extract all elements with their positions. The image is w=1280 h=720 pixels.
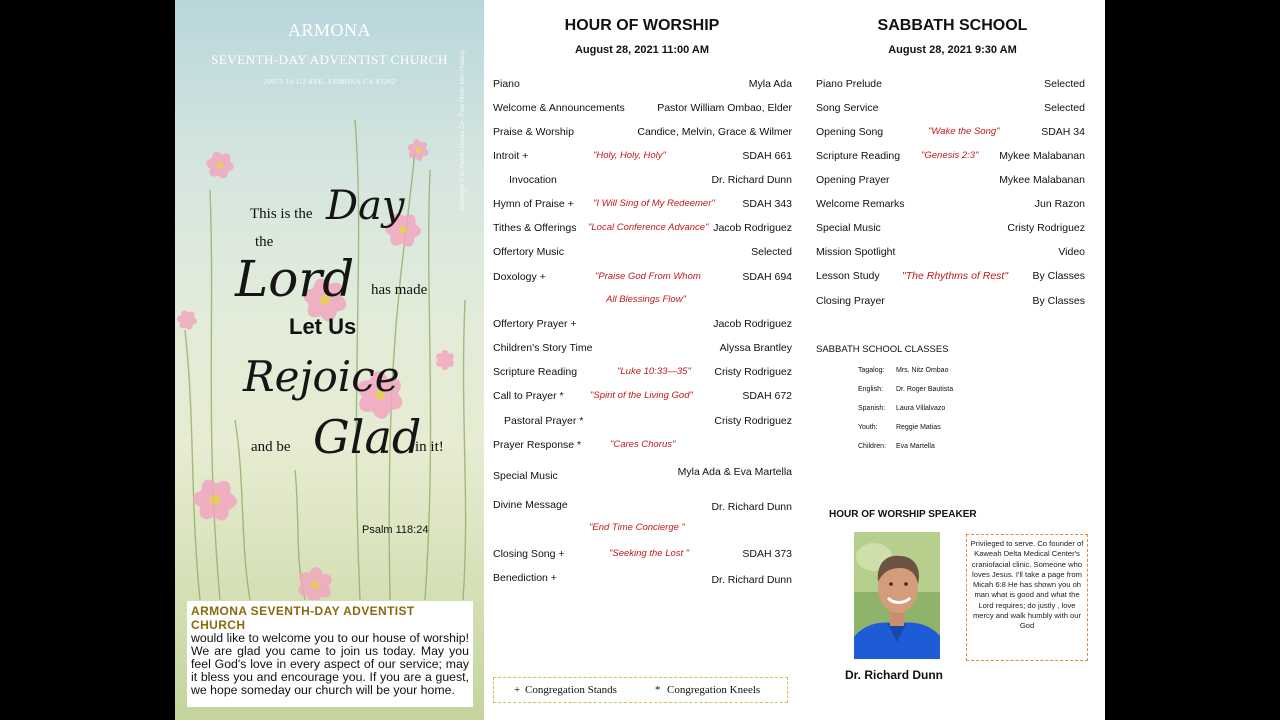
program-item-name: Closing Prayer — [816, 295, 885, 307]
program-item-name: Welcome & Announcements — [493, 102, 625, 114]
program-row — [493, 466, 792, 482]
program-row — [816, 78, 1085, 94]
program-item-person: By Classes — [1032, 295, 1085, 307]
program-row — [493, 548, 792, 564]
sabbath-school-panel — [800, 0, 1105, 720]
church-address: 20075 14 1/2 AVE. ARMONA CA 93202 — [263, 78, 396, 86]
program-item-name: Pastoral Prayer * — [504, 415, 584, 427]
class-teacher: Laura Villalvazo — [895, 405, 946, 412]
program-item-hymn: "Genesis 2:3" — [921, 150, 979, 161]
program-item-name: Piano Prelude — [816, 78, 882, 90]
program-item-name: Introit + — [493, 150, 529, 162]
speaker-portrait-illustration — [854, 532, 940, 659]
speaker-heading: HOUR OF WORSHIP SPEAKER — [829, 509, 977, 520]
verse-has-made: has made — [371, 282, 428, 298]
program-item-person: Dr. Richard Dunn — [711, 501, 792, 513]
program-item-hymn: "Luke 10:33—35" — [617, 366, 691, 377]
cover-panel — [175, 0, 484, 720]
program-item-person: Jacob Rodriguez — [713, 318, 792, 330]
program-row — [816, 270, 1085, 286]
program-item-name: Prayer Response * — [493, 439, 582, 451]
class-label: Youth: — [858, 424, 878, 431]
program-item-hymn: "Praise God From Whom — [595, 271, 701, 282]
program-row — [493, 150, 792, 166]
class-row — [858, 386, 953, 393]
program-item-person: Alyssa Brantley — [719, 342, 792, 354]
speaker-name: Dr. Richard Dunn — [845, 668, 944, 682]
program-item-person: SDAH 343 — [742, 198, 792, 210]
program-row — [493, 271, 792, 287]
program-item-person: Mykee Malabanan — [999, 174, 1085, 186]
verse-the: the — [255, 234, 274, 250]
verse-rejoice: Rejoice — [243, 352, 400, 401]
program-row — [493, 342, 792, 358]
program-item-name: Opening Prayer — [816, 174, 890, 186]
program-item-person: SDAH 34 — [1041, 126, 1085, 138]
program-item-person: Cristy Rodriguez — [714, 366, 792, 378]
program-item-name: Hymn of Praise + — [493, 198, 574, 210]
program-item-name: Call to Prayer * — [493, 390, 564, 402]
congregation-legend — [493, 677, 788, 703]
program-row — [493, 174, 792, 190]
program-item-hymn: "I Will Sing of My Redeemer" — [593, 198, 715, 209]
stands-symbol: + — [514, 684, 521, 696]
program-row — [493, 126, 792, 142]
photo-credit: Copyright © By Pexel | Canva Co · Free Photo from Pixabay — [460, 49, 466, 210]
school-date: August 28, 2021 9:30 AM — [888, 44, 1017, 56]
program-row — [816, 102, 1085, 118]
class-label: Tagalog: — [858, 367, 885, 374]
program-item-name: Opening Song — [816, 126, 884, 138]
program-item-hymn: "The Rhythms of Rest" — [902, 270, 1009, 282]
welcome-title: ARMONA SEVENTH-DAY ADVENTIST CHURCH — [191, 604, 415, 632]
class-row — [858, 424, 941, 431]
class-teacher: Dr. Roger Bautista — [895, 386, 954, 393]
program-item-person: Mykee Malabanan — [999, 150, 1085, 162]
program-row — [816, 295, 1085, 311]
program-item-hymn: "Seeking the Lost " — [609, 548, 690, 559]
program-item-name: Mission Spotlight — [816, 246, 896, 258]
program-row — [493, 318, 792, 334]
program-item-person: Jacob Rodriguez — [713, 222, 792, 234]
program-item-hymn: "Cares Chorus" — [610, 439, 676, 450]
program-item-person: SDAH 694 — [742, 271, 792, 283]
program-item-person: Pastor William Ombao, Elder — [657, 102, 792, 114]
sermon-title: "End Time Concierge " — [589, 522, 685, 533]
program-item-name: Praise & Worship — [493, 126, 574, 138]
program-item-person: SDAH 661 — [742, 150, 792, 162]
program-item-name: Lesson Study — [816, 270, 880, 282]
program-row — [493, 366, 792, 382]
worship-date: August 28, 2021 11:00 AM — [574, 44, 710, 56]
hour-of-worship-panel — [484, 0, 800, 720]
church-subtitle: SEVENTH-DAY ADVENTIST CHURCH — [211, 52, 448, 67]
program-item-hymn: "Holy, Holy, Holy" — [593, 150, 666, 161]
class-teacher: Reggie Matias — [895, 424, 941, 431]
program-item-name: Children's Story Time — [493, 342, 593, 354]
worship-title: HOUR OF WORSHIP — [564, 17, 720, 34]
class-label: Children: — [858, 443, 887, 450]
program-item-person: SDAH 672 — [742, 390, 792, 402]
program-row — [493, 198, 792, 214]
program-item-person: Candice, Melvin, Grace & Wilmer — [637, 126, 792, 138]
program-item-name: Song Service — [816, 102, 879, 114]
class-row — [858, 405, 945, 412]
program-row — [493, 78, 792, 94]
program-item-person: Selected — [1044, 102, 1085, 114]
doxology-line-2: All Blessings Flow" — [606, 294, 686, 305]
program-row — [493, 415, 792, 431]
program-item-person: Video — [1058, 246, 1085, 258]
program-item-name: Scripture Reading — [493, 366, 578, 378]
classes-title: SABBATH SCHOOL CLASSES — [816, 344, 949, 355]
speaker-bio: Privileged to serve. Co founder of Kaweah Delta Medical Center's craniofacial clinic. Someone who loves Jesus. I'll take a page from Micah 6:8 He has shown you oh man what is good and what the Lord requires; do justly , love mercy and walk humbly with our God — [966, 534, 1088, 661]
program-item-name: Offertory Music — [493, 246, 564, 258]
program-item-person: Selected — [751, 246, 792, 258]
program-item-name: Invocation — [509, 174, 557, 186]
program-item-person: Dr. Richard Dunn — [711, 574, 792, 586]
program-item-name: Benediction + — [493, 572, 557, 584]
class-row — [858, 367, 948, 374]
program-row — [493, 572, 792, 588]
program-row — [816, 222, 1085, 238]
program-item-name: Scripture Reading — [816, 150, 901, 162]
program-row — [816, 150, 1085, 166]
verse-let-us: Let Us — [289, 314, 357, 339]
program-item-name: Piano — [493, 78, 520, 90]
program-row — [816, 246, 1085, 262]
program-item-person: Jun Razon — [1034, 198, 1085, 210]
program-row — [493, 499, 792, 515]
program-item-name: Doxology + — [493, 271, 546, 283]
class-label: English: — [858, 386, 883, 393]
program-item-name: Closing Song + — [493, 548, 565, 560]
program-item-person: By Classes — [1032, 270, 1085, 282]
program-item-person: SDAH 373 — [742, 548, 792, 560]
program-item-name: Special Music — [493, 470, 558, 482]
verse-in-it: in it! — [415, 439, 444, 455]
program-row — [816, 174, 1085, 190]
program-item-person: Cristy Rodriguez — [714, 415, 792, 427]
welcome-body: would like to welcome you to our house of worship! We are glad you came to join us today. May you feel God's love in every aspect of our service; may it bless you and encourage you. If you are a guest, we hope someday our church will be your home. — [191, 631, 469, 697]
program-item-name: Divine Message — [493, 499, 568, 511]
kneels-symbol: * — [655, 684, 661, 696]
speaker-photo — [854, 532, 940, 659]
class-teacher: Eva Martella — [895, 443, 935, 450]
verse-and-be: and be — [251, 439, 291, 455]
program-item-hymn: "Local Conference Advance" — [588, 222, 709, 233]
program-row — [816, 126, 1085, 142]
program-item-person: Myla Ada — [748, 78, 792, 90]
class-row — [858, 443, 935, 450]
program-item-hymn: "Wake the Song" — [928, 126, 1000, 137]
program-item-hymn: "Spirit of the Living God" — [590, 390, 693, 401]
program-row — [493, 102, 792, 118]
program-row — [816, 198, 1085, 214]
program-row — [493, 390, 792, 406]
verse-this-is-the: This is the — [250, 206, 313, 222]
church-name: ARMONA — [287, 20, 371, 40]
program-item-name: Tithes & Offerings — [493, 222, 577, 234]
kneels-label: Congregation Kneels — [667, 684, 761, 696]
program-item-person: Cristy Rodriguez — [1007, 222, 1085, 234]
program-row — [493, 222, 792, 238]
class-teacher: Mrs. Nitz Ombao — [895, 367, 949, 374]
program-item-name: Welcome Remarks — [816, 198, 905, 210]
verse-glad: Glad — [313, 410, 422, 464]
welcome-message-box — [187, 601, 473, 707]
verse-reference: Psalm 118:24 — [362, 524, 429, 536]
program-item-person: Selected — [1044, 78, 1085, 90]
program-item-person: Dr. Richard Dunn — [711, 174, 792, 186]
program-item-name: Offertory Prayer + — [493, 318, 577, 330]
class-label: Spanish: — [858, 405, 886, 412]
program-row — [493, 246, 792, 262]
verse-day: Day — [326, 183, 405, 229]
verse-lord: Lord — [235, 250, 355, 308]
program-row — [493, 439, 792, 455]
school-title: SABBATH SCHOOL — [877, 17, 1028, 34]
program-item-name: Special Music — [816, 222, 881, 234]
stands-label: Congregation Stands — [525, 684, 617, 696]
program-item-person: Myla Ada & Eva Martella — [677, 466, 792, 478]
